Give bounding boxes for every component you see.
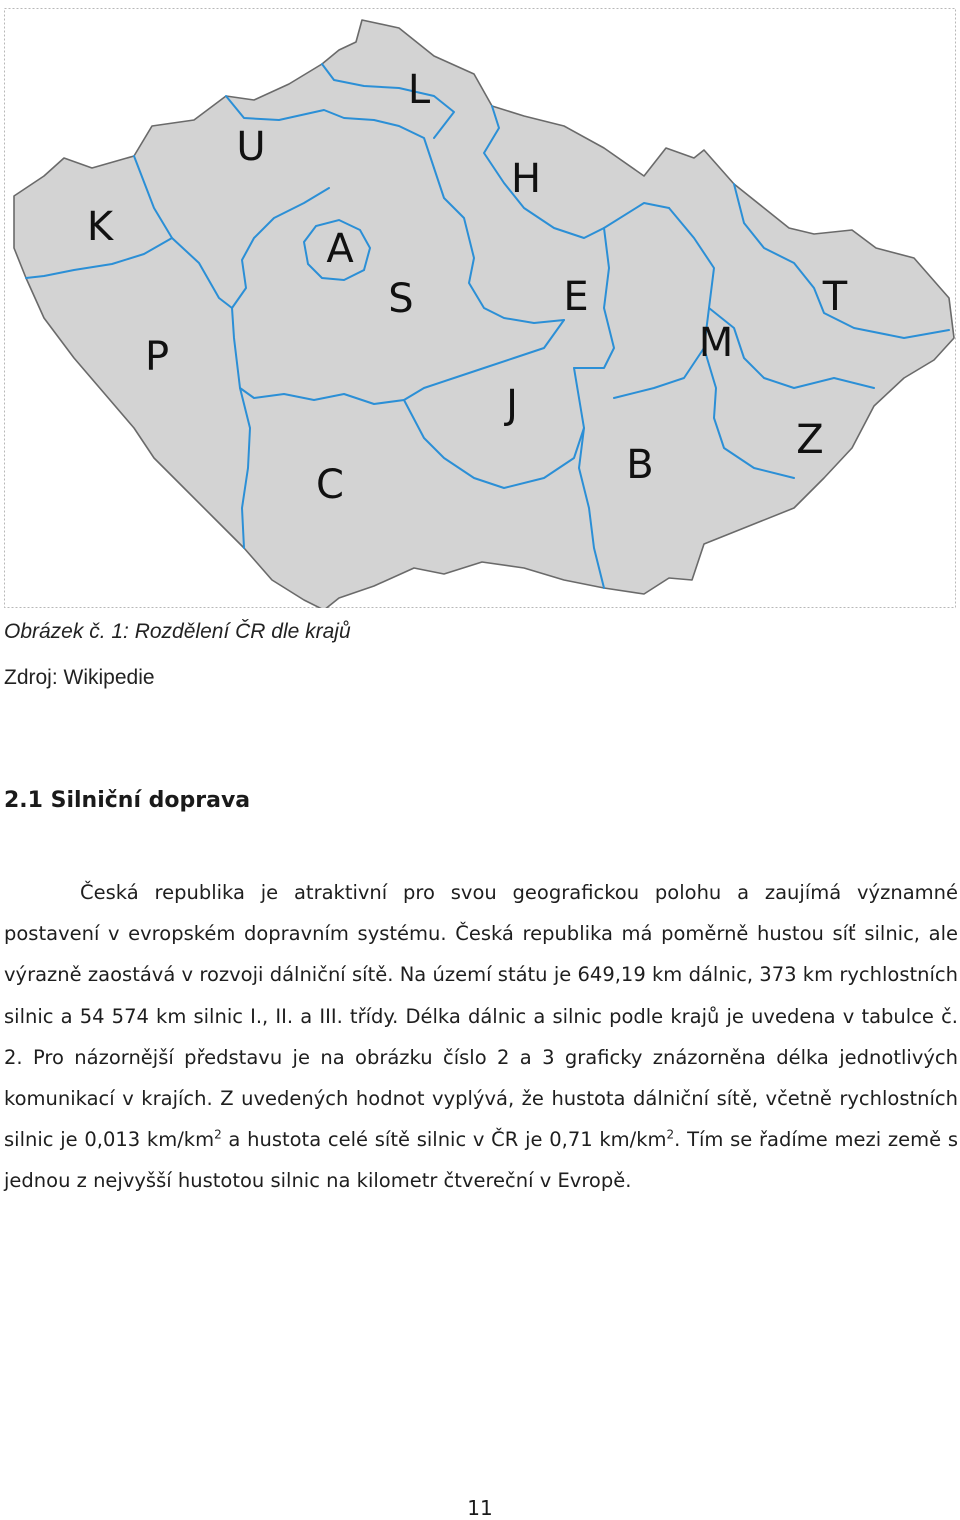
section-heading: 2.1 Silniční doprava [4,788,251,813]
region-label-z: Z [796,417,824,463]
region-label-m: M [698,320,734,366]
region-label-t: T [822,274,848,320]
paragraph-text-1: Česká republika je atraktivní pro svou geografickou polohu a zaujímá významné postavení v evropském dopravním systému. Česká republika má poměrně hustou síť silnic, ale výrazně zaostává v rozvoji dálniční sítě. Na území státu je 649,19 km dálnic, 373 km rychlostních silnic a 54 574 km silnic I., II. a III. třídy. Délka dálnic a silnic podle krajů je uvedena v tabulce č. 2. Pro názornější představu je na obrázku číslo 2 a 3 graficky znázorněna délka jednotlivých komunikací v krajích. Z uvedených hodnot vyplývá, že hustota dálniční sítě, včetně rychlostních silnic je 0,013 km/km [4,881,958,1152]
region-label-u: U [236,124,266,170]
paragraph-text-3: . Tím se řadíme mezi země s jednou z nejvyšší hustotou silnic na kilometr čtvereční v Evropě. [4,1128,958,1193]
paragraph-text-2: a hustota celé sítě silnic v ČR je 0,71 km/km [221,1128,667,1152]
superscript-2: 2 [666,1127,675,1142]
country-outline [14,20,954,608]
map-figure [4,8,956,608]
region-label-c: C [316,462,344,508]
region-label-j: J [506,382,518,428]
region-label-s: S [388,276,414,322]
region-label-a: A [326,226,354,272]
region-label-e: E [563,274,589,320]
page-number: 11 [467,1496,493,1520]
figure-caption: Obrázek č. 1: Rozdělení ČR dle krajů [4,620,351,643]
region-label-l: L [407,67,431,113]
body-paragraph [4,872,958,1202]
figure-source: Zdroj: Wikipedie [4,666,155,689]
region-label-k: K [86,204,114,250]
region-label-p: P [144,334,170,380]
region-label-h: H [510,156,542,202]
region-label-b: B [626,442,654,488]
superscript-1: 2 [214,1127,222,1142]
czech-regions-map [4,8,956,608]
